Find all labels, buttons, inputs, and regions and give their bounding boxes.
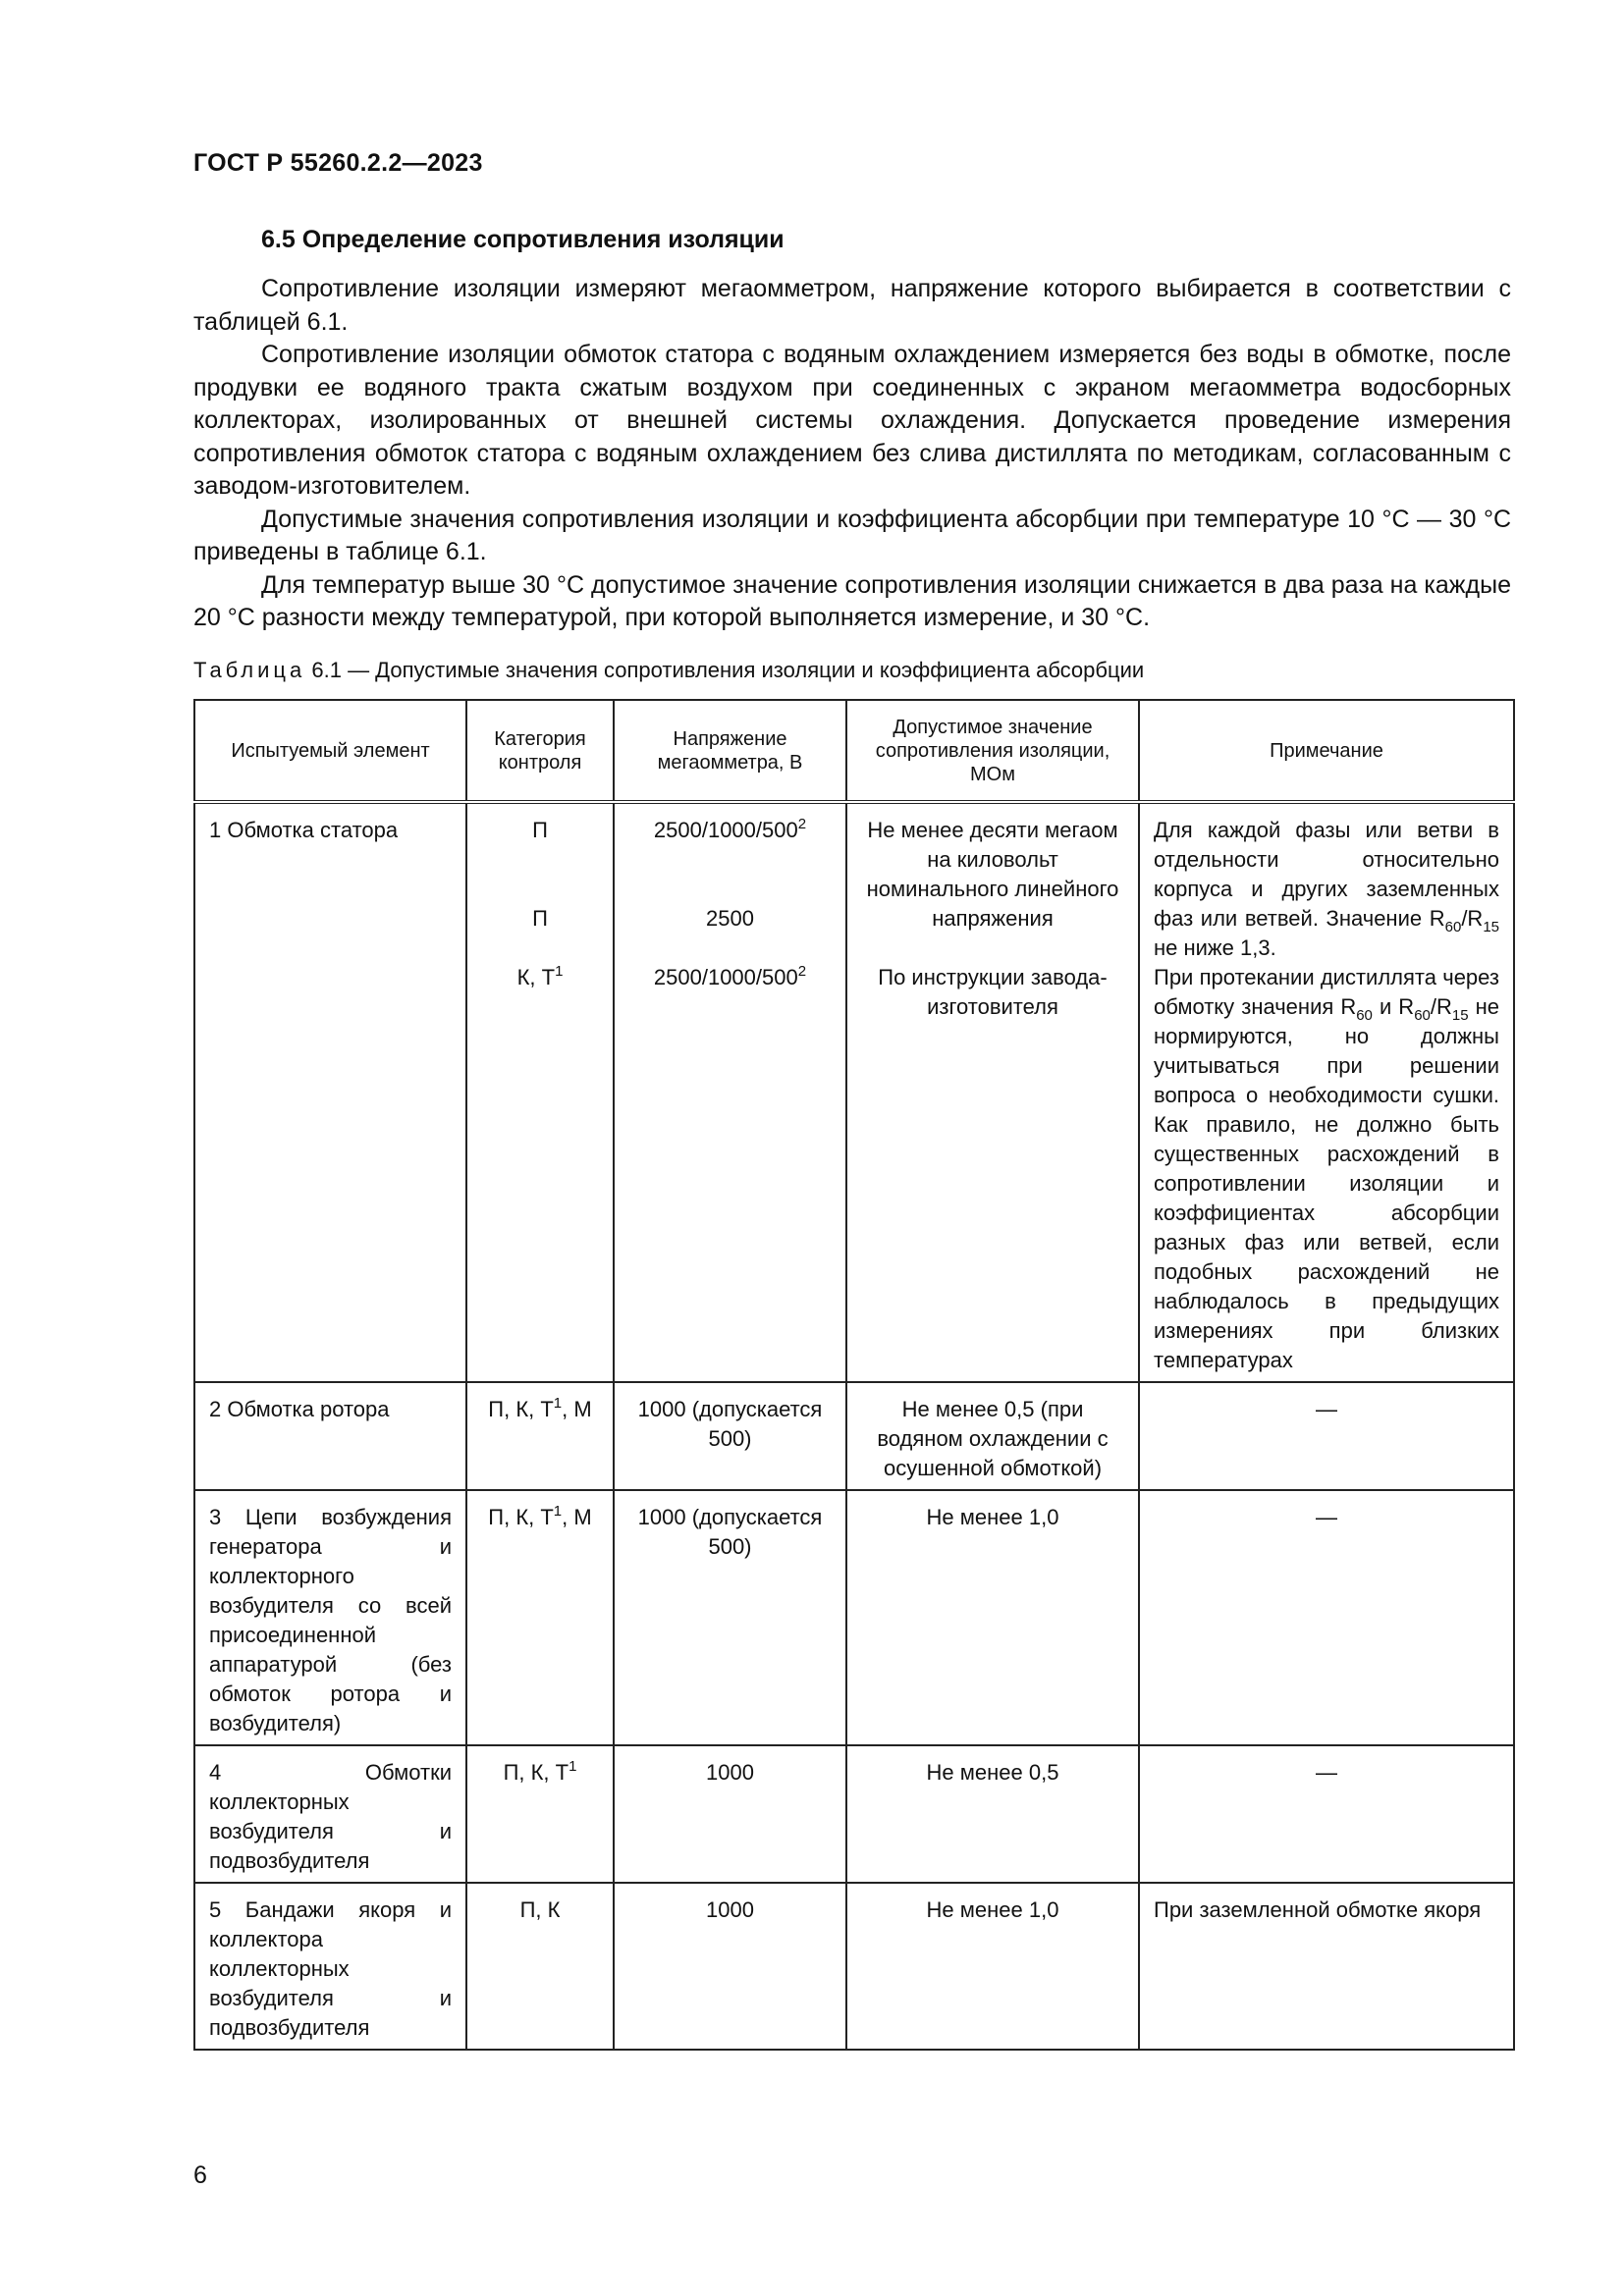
- cell-note: Для каждой фазы или ветви в отдельности относительно корпуса и других заземленных фаз или ветвей. Значение $R_{60}/R_{15}$ не ниже 1,3. При протекании дистиллята через обмотку значения $R_{60}$ и $R_{60}/R_{15}$ не нормируются, но должны учитываться при решении вопроса о необходимости сушки. Как правило, не должно быть существенных расхождений в сопротивлении изоляции и коэффициентах абсорбции разных фаз или ветвей, если подобных расхождений не наблюдалось в предыдущих измерениях при близких температурах: [1139, 802, 1514, 1382]
- cell-element: 3 Цепи возбуждения генератора и коллекторного возбудителя со всей присоединенной аппаратурой (без обмоток ротора и возбудителя): [194, 1490, 466, 1745]
- cell-category: П П К, $Т^1$: [466, 802, 614, 1382]
- column-header-resistance: Допустимое значение сопротивления изоляции, МОм: [846, 700, 1139, 802]
- paragraph: Сопротивление изоляции обмоток статора с водяным охлаждением измеряется без воды в обмотке, после продувки ее водяного тракта сжатым воздухом при соединенных с экраном мегаомметра водосборных коллекторах, изолированных от внешней системы охлаждения. Допускается проведение измерения сопротивления обмоток статора с водяным охлаждением без слива дистиллята по методикам, согласованным с заводом-изготовителем.: [193, 341, 1511, 500]
- cell-resistance: Не менее 0,5 (при водяном охлаждении с осушенной обмоткой): [846, 1382, 1139, 1490]
- table-row: [194, 802, 1514, 1382]
- cell-voltage: $2500/1000/500^2$ 2500 $2500/1000/500^2$: [614, 802, 846, 1382]
- table-caption: [193, 658, 1144, 683]
- cell-resistance: Не менее 0,5: [846, 1745, 1139, 1883]
- cell-resistance: Не менее 1,0: [846, 1883, 1139, 2050]
- cell-resistance: Не менее 1,0: [846, 1490, 1139, 1745]
- cell-resistance: Не менее десяти мегаом на киловольт номинального линейного напряжения По инструкции завода-изготовителя: [846, 802, 1139, 1382]
- page-number: 6: [193, 2162, 207, 2189]
- paragraph: Сопротивление изоляции измеряют мегаомметром, напряжение которого выбирается в соответствии с таблицей 6.1.: [193, 275, 1511, 336]
- section-title: 6.5 Определение сопротивления изоляции: [261, 226, 785, 253]
- table-row: [194, 1883, 1514, 2050]
- cell-voltage: 1000 (допускается 500): [614, 1490, 846, 1745]
- cell-category: П, К, $Т^1$: [466, 1745, 614, 1883]
- table-caption-prefix: Таблица: [193, 658, 306, 682]
- cell-category: П, К, $Т^1$, М: [466, 1490, 614, 1745]
- column-header-element: Испытуемый элемент: [194, 700, 466, 802]
- cell-voltage: 1000: [614, 1745, 846, 1883]
- cell-note: —: [1139, 1745, 1514, 1883]
- cell-note: При заземленной обмотке якоря: [1139, 1883, 1514, 2050]
- column-header-voltage: Напряжение мегаомметра, В: [614, 700, 846, 802]
- cell-voltage: 1000: [614, 1883, 846, 2050]
- section-body: [193, 273, 1511, 635]
- cell-element: 4 Обмотки коллекторных возбудителя и подвозбудителя: [194, 1745, 466, 1883]
- table-header-row: [194, 700, 1514, 802]
- cell-note: —: [1139, 1382, 1514, 1490]
- column-header-note: Примечание: [1139, 700, 1514, 802]
- cell-element: 5 Бандажи якоря и коллектора коллекторных возбудителя и подвозбудителя: [194, 1883, 466, 2050]
- table-row: [194, 1745, 1514, 1883]
- table-caption-text: 6.1 — Допустимые значения сопротивления изоляции и коэффициента абсорбции: [305, 658, 1145, 682]
- table-row: [194, 1490, 1514, 1745]
- cell-voltage: 1000 (допускается 500): [614, 1382, 846, 1490]
- cell-element: 2 Обмотка ротора: [194, 1382, 466, 1490]
- cell-category: П, К: [466, 1883, 614, 2050]
- document-header: ГОСТ Р 55260.2.2—2023: [193, 149, 483, 177]
- paragraph: Допустимые значения сопротивления изоляции и коэффициента абсорбции при температуре 10 °С — 30 °С приведены в таблице 6.1.: [193, 505, 1511, 565]
- cell-category: П, К, $Т^1$, М: [466, 1382, 614, 1490]
- column-header-category: Категория контроля: [466, 700, 614, 802]
- insulation-resistance-table: [193, 699, 1515, 2051]
- table-row: [194, 1382, 1514, 1490]
- paragraph: Для температур выше 30 °С допустимое значение сопротивления изоляции снижается в два раза на каждые 20 °С разности между температурой, при которой выполняется измерение, и 30 °С.: [193, 570, 1511, 631]
- cell-element: 1 Обмотка статора: [194, 802, 466, 1382]
- cell-note: —: [1139, 1490, 1514, 1745]
